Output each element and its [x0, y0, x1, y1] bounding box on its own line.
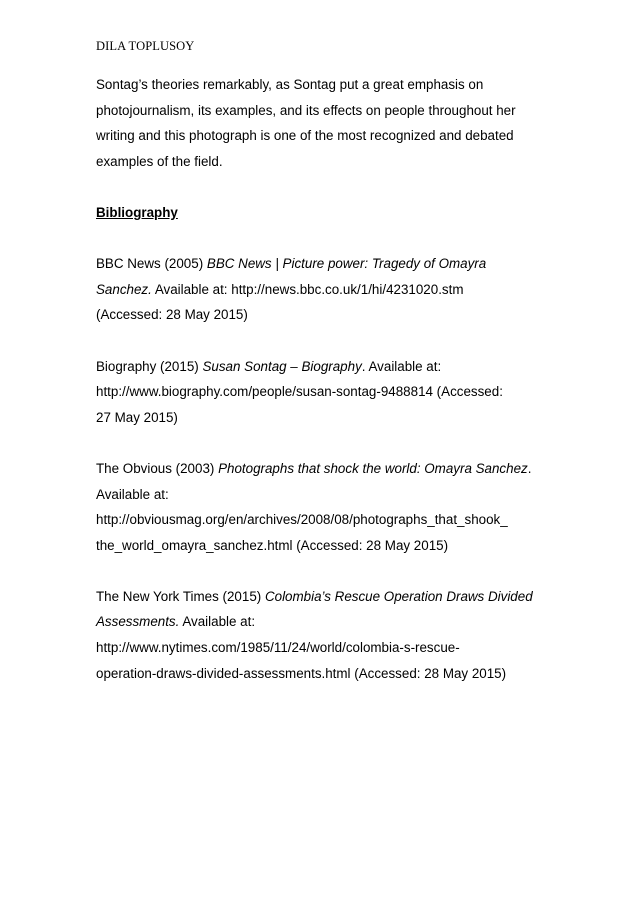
- entry-line: [96, 277, 546, 303]
- entry-author-year: BBC News (2005): [96, 256, 207, 272]
- intro-line-3: writing and this photograph is one of the most recognized and debated: [96, 128, 514, 144]
- entry-title: Susan Sontag – Biography: [202, 358, 362, 374]
- entry-author-year: The New York Times (2015): [96, 588, 265, 604]
- entry-title: BBC News | Picture power: Tragedy of Omayra: [206, 256, 487, 272]
- bibliography-entry-obvious: [96, 456, 546, 558]
- bibliography-entry-bbc: [96, 251, 546, 328]
- entry-author-year: Biography (2015): [96, 358, 203, 374]
- intro-line-4: examples of the field.: [96, 153, 223, 169]
- entry-title-period: .: [527, 460, 532, 476]
- entry-line: [96, 354, 546, 380]
- entry-title-cont: Assessments.: [96, 614, 180, 630]
- paragraph-gap: [96, 430, 546, 456]
- entry-line: [96, 584, 546, 610]
- intro-line-2: photojournalism, its examples, and its effects on people throughout her: [96, 102, 516, 118]
- paragraph-gap: [96, 328, 546, 354]
- entry-availability: Available at:: [96, 486, 169, 502]
- entry-availability: Available at:: [179, 614, 256, 630]
- entry-accessed: (Accessed: 28 May 2015): [96, 307, 248, 323]
- paragraph-gap: [96, 226, 546, 252]
- bibliography-heading: Bibliography: [96, 204, 178, 220]
- paragraph-gap: [96, 174, 546, 200]
- entry-title: Photographs that shock the world: Omayra Sanchez: [218, 460, 528, 476]
- bibliography-entry-biography: [96, 354, 546, 431]
- entry-title-cont: Sanchez.: [96, 281, 152, 297]
- entry-accessed: 27 May 2015): [96, 409, 178, 425]
- entry-availability: Available at: http://news.bbc.co.uk/1/hi/4231020.stm: [151, 281, 464, 297]
- entry-author-year: The Obvious (2003): [96, 460, 219, 476]
- entry-url-accessed: the_world_omayra_sanchez.html (Accessed: 28 May 2015): [96, 537, 449, 553]
- entry-line: [96, 251, 546, 277]
- intro-line-1: Sontag’s theories remarkably, as Sontag put a great emphasis on: [96, 77, 484, 92]
- entry-url: http://obviousmag.org/en/archives/2008/08/photographs_that_shook_: [96, 512, 508, 528]
- page-header-author: DILA TOPLUSOY: [96, 39, 195, 53]
- entry-url-accessed: operation-draws-divided-assessments.html (Accessed: 28 May 2015): [96, 665, 507, 681]
- paragraph-gap: [96, 558, 546, 584]
- entry-url: http://www.biography.com/people/susan-sontag-9488814 (Accessed:: [96, 384, 503, 400]
- entry-availability: . Available at:: [361, 358, 442, 374]
- document-body: [96, 72, 546, 686]
- bibliography-entry-nytimes: [96, 584, 546, 686]
- entry-title: Colombia’s Rescue Operation Draws Divided: [264, 588, 533, 604]
- entry-line: [96, 456, 546, 482]
- entry-line: [96, 609, 546, 635]
- entry-url: http://www.nytimes.com/1985/11/24/world/colombia-s-rescue-: [96, 640, 460, 656]
